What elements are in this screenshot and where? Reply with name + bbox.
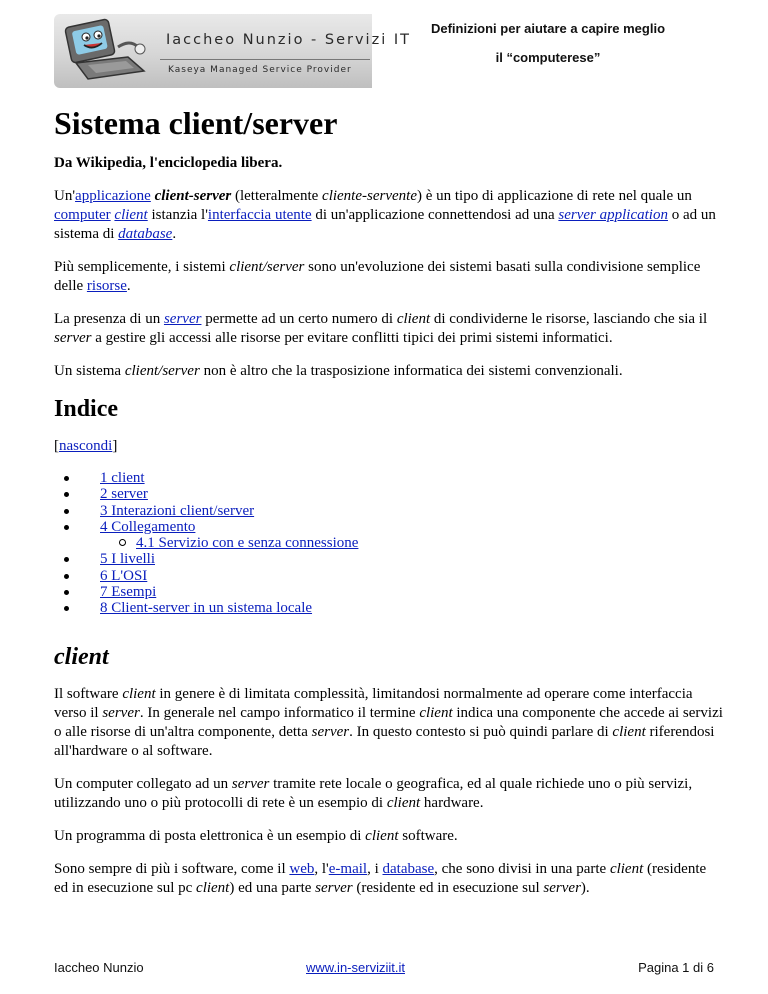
link-applicazione[interactable]: applicazione [75,188,151,204]
link-database-2[interactable]: database [382,860,435,877]
link-risorse[interactable]: risorse [86,278,127,294]
article-content [54,100,724,912]
intro-paragraph-4: Un sistema client/server non è altro che la trasposizione informatica dei sistemi convenzionali. [54,363,623,379]
table-of-contents [54,470,724,617]
logo-company-name: Iaccheo Nunzio - Servizi IT [166,32,411,48]
company-logo [54,14,411,88]
link-database[interactable]: database [118,226,173,242]
toc-link-client[interactable]: 1 client [100,470,145,486]
client-paragraph-3: Un programma di posta elettronica è un esempio di client software. [54,827,458,844]
section-heading-client: client [54,643,109,670]
toc-item [54,486,724,502]
header-title-line1: Definizioni per aiutare a capire meglio [430,21,666,36]
link-server-application[interactable]: server application [558,207,668,223]
toc-link-osi[interactable]: 6 L'OSI [100,567,148,584]
link-web[interactable]: web [289,860,315,877]
page-subtitle: Da Wikipedia, l'enciclopedia libera. [54,155,283,171]
laptop-mascot-icon [58,17,158,87]
logo-tagline: Kaseya Managed Service Provider [168,65,352,75]
toc-hide-link[interactable]: nascondi [59,438,113,454]
toc-link-livelli[interactable]: 5 I livelli [100,551,155,568]
footer-website-link[interactable]: www.in-serviziit.it [306,960,405,975]
client-paragraph-1: Il software client in genere è di limitata complessità, limitandosi normalmente ad operare come interfaccia verso il server. In generale nel campo informatico il termine client indica una componente che accede ai servizi o alle risorse di un'altra componente, detta server. In questo contesto si può quindi parlare di client riferendosi all'hardware o al software. [54,685,723,759]
intro-paragraph-1: Un'applicazione client-server (letteralmente cliente-servente) è un tipo di applicazione di rete nel quale un computer client istanzia l'interfaccia utente di un'applicazione connettendosi ad una server application o ad un sistema di database. [54,188,716,242]
toc-item [54,551,724,567]
toc-subitem [54,535,724,551]
toc-link-collegamento[interactable]: 4 Collegamento [100,518,196,535]
intro-paragraph-3: La presenza di un server permette ad un certo numero di client di condividerne le risorse, lasciando che sia il server a gestire gli accessi alle risorse per evitare conflitti tipici dei primi sistemi informatici. [54,311,708,346]
logo-divider [160,59,370,60]
link-computer[interactable]: computer [54,207,111,223]
intro-paragraph-2: Più semplicemente, i sistemi client/server sono un'evoluzione dei sistemi basati sulla condivisione semplice delle risorse. [54,259,701,294]
toc-item [54,568,724,584]
toc-link-servizio[interactable]: 4.1 Servizio con e senza connessione [136,535,359,552]
toc-item [54,519,724,535]
footer-website [306,960,405,975]
page-title: Sistema client/server [54,105,338,141]
toc-link-esempi[interactable]: 7 Esempi [100,584,157,601]
toc-link-server[interactable]: 2 server [100,486,148,503]
toc-item [54,600,724,616]
link-e-mail[interactable]: e-mail [328,860,368,877]
toc-item [54,503,724,519]
header-title-line2: il “computerese” [495,50,601,65]
toc-link-interazioni[interactable]: 3 Interazioni client/server [100,502,255,519]
toc-toggle: [nascondi] [54,438,118,454]
link-client[interactable]: client [114,207,148,223]
footer-page-number: Pagina 1 di 6 [638,960,714,975]
client-paragraph-4: Sono sempre di più i software, come il web, l'e-mail, i database, che sono divisi in una parte client (residente ed in esecuzione sul pc client) ed una parte server (residente ed in esecuzione sul server). [54,860,707,896]
toc-item [54,584,724,600]
toc-item [54,470,724,486]
toc-link-client-server-locale[interactable]: 8 Client-server in un sistema locale [100,600,313,617]
footer-author: Iaccheo Nunzio [54,960,144,975]
toc-heading: Indice [54,396,119,422]
term-client-server: client-server [154,188,232,204]
link-interfaccia-utente[interactable]: interfaccia utente [207,207,312,223]
client-paragraph-2: Un computer collegato ad un server tramite rete locale o geografica, ed al quale richiede uno o più servizi, utilizzando uno o più protocolli di rete è un esempio di client hardware. [54,775,693,811]
link-server[interactable]: server [163,311,202,327]
